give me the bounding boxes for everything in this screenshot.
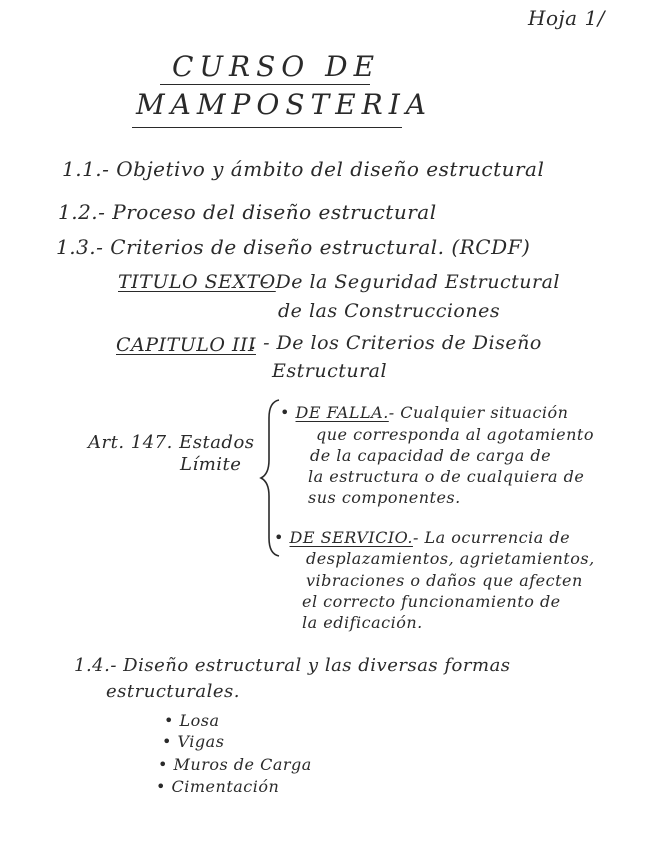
item-1-4-line-2: estructurales. — [106, 681, 240, 702]
item-1-3: 1.3.- Criterios de diseño estructural. (RCDF) — [56, 235, 531, 259]
servicio-line-4: el correcto funcionamiento de — [302, 592, 561, 611]
servicio-line-3: vibraciones o daños que afecten — [306, 571, 583, 590]
capitulo-label: CAPITULO III — [116, 334, 256, 356]
servicio-line-5: la edificación. — [302, 613, 423, 632]
title-line-1: CURSO DE — [172, 50, 381, 83]
falla-line-4: la estructura o de cualquiera de — [308, 467, 585, 486]
item-1-1: 1.1.- Objetivo y ámbito del diseño estructural — [62, 157, 545, 181]
capitulo-text-1: . - De los Criterios de Diseño — [250, 332, 542, 354]
bullet-vigas: • Vigas — [162, 732, 225, 751]
falla-line-2: que corresponda al agotamiento — [316, 425, 594, 444]
falla-line-5: sus componentes. — [308, 488, 461, 507]
titulo-sexto-text-1: - De la Seguridad Estructural — [262, 271, 561, 293]
bullet-losa: • Losa — [164, 711, 220, 730]
capitulo-text-2: Estructural — [272, 360, 388, 382]
article-line-1: Art. 147. Estados — [88, 432, 255, 453]
bullet-muros: • Muros de Carga — [158, 755, 312, 774]
servicio-line-1: • DE SERVICIO.- La ocurrencia de — [274, 528, 571, 547]
falla-line-3: de la capacidad de carga de — [310, 446, 552, 465]
titulo-sexto-text-2: de las Construcciones — [278, 300, 501, 322]
bullet-cimentacion: • Cimentación — [156, 777, 280, 796]
title-underline-1 — [160, 84, 370, 85]
title-underline-2 — [132, 127, 402, 128]
title-line-2: MAMPOSTERIA — [136, 88, 433, 121]
item-1-4-line-1: 1.4.- Diseño estructural y las diversas formas — [74, 655, 511, 676]
servicio-line-2: desplazamientos, agrietamientos, — [306, 549, 595, 568]
item-1-2: 1.2.- Proceso del diseño estructural — [58, 200, 437, 224]
article-line-2: Límite — [180, 454, 242, 475]
falla-line-1: • DE FALLA.- Cualquier situación — [280, 403, 569, 422]
titulo-sexto-label: TITULO SEXTO — [118, 271, 276, 293]
page-number: Hoja 1/ — [528, 6, 605, 30]
